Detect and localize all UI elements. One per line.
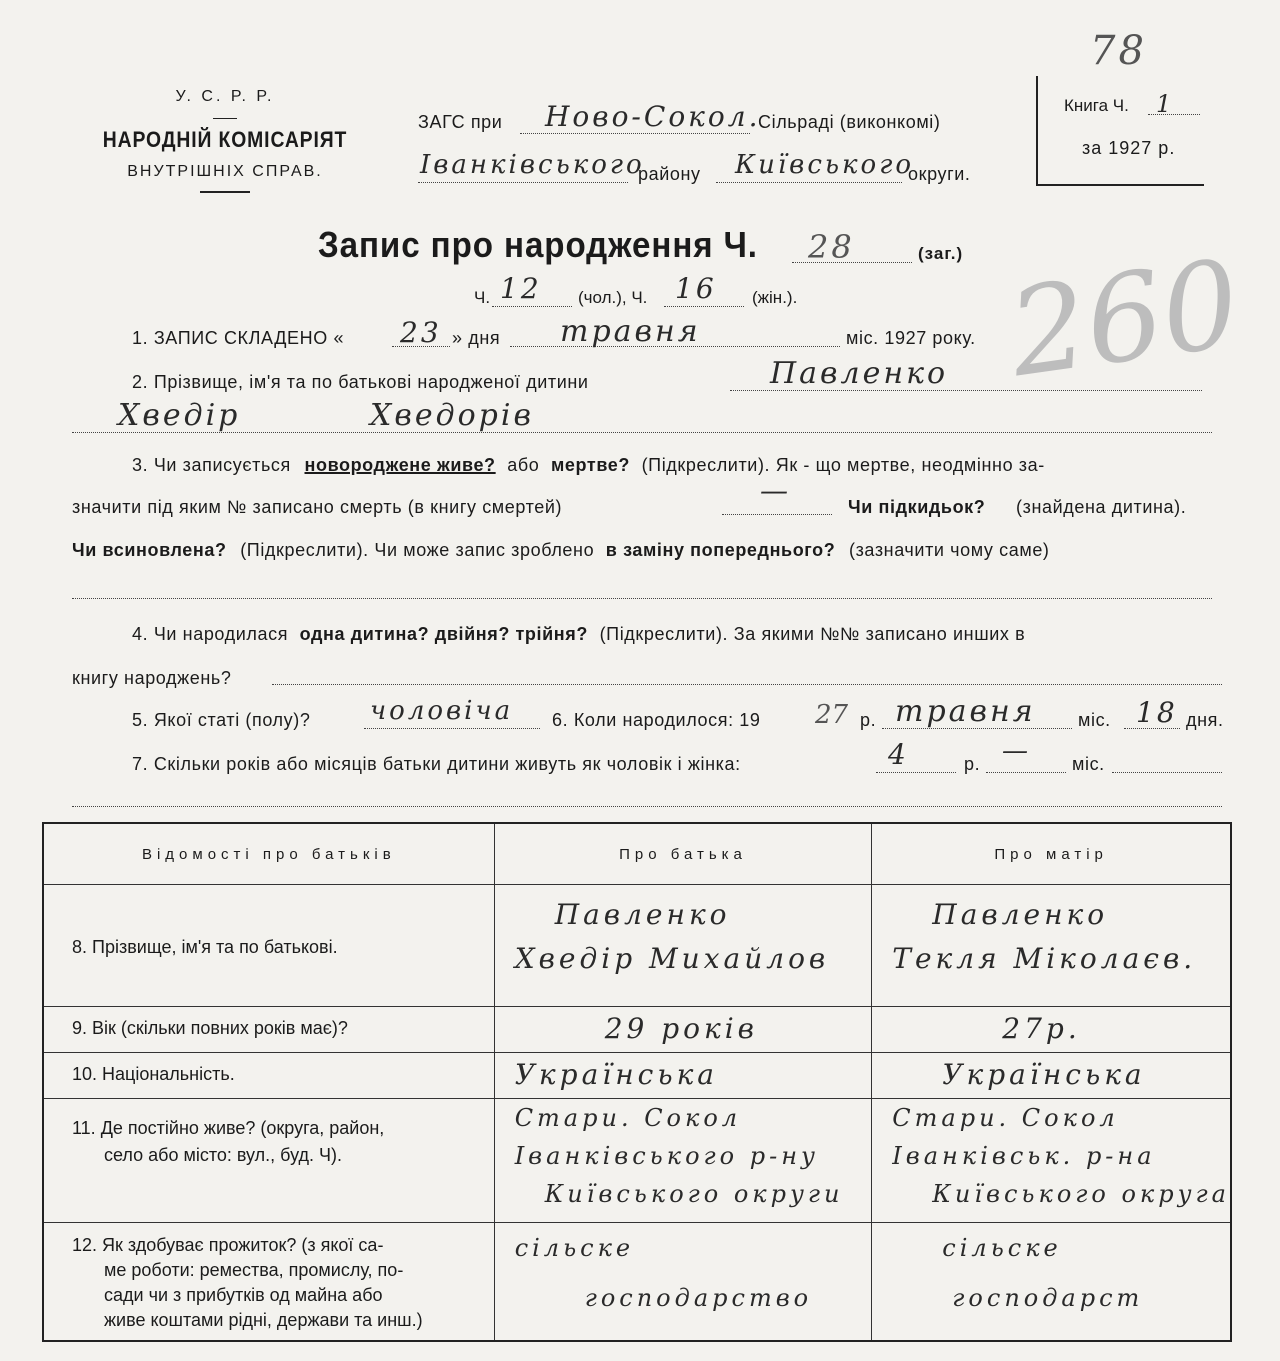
day-suffix: дня. — [1186, 710, 1224, 730]
item1-month: травня — [560, 314, 701, 349]
father-residence-line: Київського округи — [544, 1180, 844, 1208]
married-months: — — [1002, 736, 1031, 766]
item1-year: міс. 1927 року. — [846, 328, 976, 348]
mother-given: Текля Міколаєв. — [892, 942, 1197, 975]
item3-text-a: 3. Чи записується — [132, 455, 291, 475]
row-label-text: 8. Прізвище, ім'я та по батькові. — [72, 937, 338, 957]
item3-alive-option: новороджене живе? — [304, 455, 496, 475]
record-suffix: (заг.) — [918, 244, 964, 263]
row-label-age — [43, 1007, 494, 1053]
item5-label: 5. Якої статі (полу)? — [132, 710, 311, 730]
mother-age — [872, 1007, 1231, 1053]
male-prefix: Ч. — [474, 288, 491, 307]
birth-year: 27 — [815, 700, 849, 730]
item3-adopted: Чи всиновлена? — [72, 540, 227, 560]
table-row — [43, 1053, 1231, 1099]
item3-text-l3b: (Підкреслити). Чи може запис зроблено — [240, 540, 595, 560]
zags-village: Ново-Сокол. — [545, 100, 761, 133]
item4-line1 — [132, 624, 1025, 645]
header-block — [60, 88, 390, 193]
year-suffix: р. — [860, 710, 877, 730]
item1-day: 23 — [400, 316, 442, 349]
zags-council: Сільраді (виконкомі) — [758, 112, 941, 132]
female-number: 16 — [675, 272, 717, 305]
book-number: 1 — [1156, 90, 1175, 118]
father-income-line: сільске — [514, 1234, 635, 1262]
row-label-income — [43, 1223, 494, 1341]
mother-residence-line: Київського округа — [932, 1180, 1230, 1208]
birth-label: 6. Коли народилося: 19 — [552, 710, 761, 730]
female-label: (жін.). — [752, 288, 798, 307]
item4-text-a: 4. Чи народилася — [132, 624, 289, 644]
col-header-father: Про батька — [494, 823, 872, 885]
father-residence — [494, 1099, 872, 1223]
months-label: міс. — [1072, 754, 1105, 774]
mother-residence — [872, 1099, 1231, 1223]
father-residence-line: Стари. Сокол — [514, 1104, 742, 1132]
row-label-text: 9. Вік (скільки повних років має)? — [72, 1018, 348, 1038]
row-label-line: живе коштами рідні, держави та инш.) — [104, 1310, 423, 1330]
item4-options: одна дитина? двійня? трійня? — [299, 624, 588, 644]
father-income — [494, 1223, 872, 1341]
mother-income — [872, 1223, 1231, 1341]
book-label: Книга Ч. — [1064, 96, 1129, 115]
item3-foundling: Чи підкидьок? — [848, 497, 986, 517]
male-number: 12 — [500, 272, 542, 305]
row-label-name — [43, 885, 494, 1007]
mother-name — [872, 885, 1231, 1007]
mother-age-value: 27р. — [1002, 1012, 1081, 1045]
department-label: ВНУТРІШНІХ СПРАВ. — [127, 163, 323, 180]
item1-label: 1. ЗАПИС СКЛАДЕНО « — [132, 328, 345, 348]
table-row — [43, 1007, 1231, 1053]
item3-dead-option: мертве? — [551, 455, 630, 475]
item3-text-e: (Підкреслити). Як - що мертве, неодмінно за- — [641, 455, 1045, 475]
item3-text-l3d: (зазначити чому саме) — [848, 540, 1050, 560]
birth-day: 18 — [1136, 696, 1178, 729]
mother-income-line: сільске — [942, 1234, 1062, 1262]
father-name — [494, 885, 872, 1007]
child-first-name: Хведір — [118, 398, 241, 433]
item3-line2-a: значити під яким № записано смерть (в книгу смертей) — [72, 497, 563, 517]
child-surname: Павленко — [770, 356, 949, 391]
corner-number: 78 — [1090, 28, 1147, 74]
okrug-name: Київського — [735, 150, 915, 180]
item3-line2-c: (знайдена дитина). — [1016, 497, 1187, 517]
mother-residence-line: Стари. Сокол — [892, 1104, 1119, 1132]
item3-line3 — [72, 540, 1050, 561]
father-nationality-value: Українська — [514, 1058, 718, 1091]
row-label-text: 10. Національність. — [72, 1064, 235, 1084]
child-patronymic: Хведорів — [370, 398, 534, 433]
item3-replacement: в заміну попереднього? — [605, 540, 836, 560]
item4-line2: книгу народжень? — [72, 668, 232, 688]
mother-income-line: господарст — [952, 1284, 1144, 1312]
col-header-info: Відомості про батьків — [43, 823, 494, 885]
mother-nationality-value: Українська — [942, 1058, 1146, 1091]
father-surname: Павленко — [554, 898, 731, 931]
table-row — [43, 1223, 1231, 1341]
zags-prefix: ЗАГС при — [418, 112, 503, 132]
col-header-mother: Про матір — [872, 823, 1231, 885]
row-label-line: 12. Як здобуває прожиток? (з якої са- — [72, 1235, 384, 1255]
row-label-line: 11. Де постійно живе? (округа, район, — [72, 1118, 385, 1138]
table-row — [43, 1099, 1231, 1223]
father-nationality — [494, 1053, 872, 1099]
parents-table — [42, 822, 1232, 1342]
father-age — [494, 1007, 872, 1053]
father-given: Хведір Михайлов — [514, 942, 830, 975]
republic-label: У. С. Р. Р. — [175, 88, 275, 105]
book-year: за 1927 р. — [1082, 138, 1176, 158]
row-label-line: село або місто: вул., буд. Ч). — [104, 1145, 342, 1165]
birth-month: травня — [895, 694, 1036, 729]
married-years: 4 — [888, 738, 909, 771]
district-name: Іванківського — [420, 150, 645, 180]
mother-nationality — [872, 1053, 1231, 1099]
mother-residence-line: Іванківськ. р-на — [892, 1142, 1156, 1170]
table-header-row — [43, 823, 1231, 885]
father-income-line: господарство — [584, 1284, 813, 1312]
commissariat-label: НАРОДНІЙ КОМІСАРІЯТ — [102, 127, 348, 152]
item7-label: 7. Скільки років або місяців батьки дитини живуть як чоловік і жінка: — [132, 754, 741, 774]
row-label-line: сади чи з прибутків од майна або — [104, 1285, 383, 1305]
mother-surname: Павленко — [932, 898, 1109, 931]
father-age-value: 29 років — [604, 1012, 758, 1045]
record-title: Запис про народження Ч. — [318, 224, 758, 265]
book-box — [1036, 76, 1204, 186]
row-label-line: ме роботи: ремества, промислу, по- — [104, 1260, 404, 1280]
table-row — [43, 885, 1231, 1007]
row-label-nationality — [43, 1053, 494, 1099]
okrug-label: округи. — [908, 164, 971, 184]
father-residence-line: Іванківського р-ну — [514, 1142, 819, 1170]
item2-label: 2. Прізвище, ім'я та по батькові народженої дитини — [132, 372, 589, 392]
item1-day-label: » дня — [452, 328, 501, 348]
district-label: району — [638, 164, 701, 184]
item3-text-c: або — [507, 455, 540, 475]
month-suffix: міс. — [1078, 710, 1111, 730]
item3-death-number: — — [760, 474, 791, 507]
child-sex: чоловіча — [370, 696, 514, 726]
stamp-number: 260 — [1001, 234, 1248, 405]
item4-text-c: (Підкреслити). За якими №№ записано инших в — [599, 624, 1026, 644]
row-label-residence — [43, 1099, 494, 1223]
years-label: р. — [964, 754, 981, 774]
male-label: (чол.), Ч. — [578, 288, 648, 307]
record-number: 28 — [808, 228, 855, 266]
item3-line1 — [132, 455, 1045, 476]
